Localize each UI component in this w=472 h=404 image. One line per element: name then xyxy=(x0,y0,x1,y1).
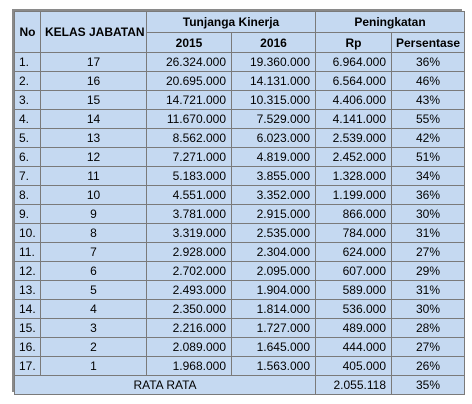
cell-tunjangan-2016: 19.360.000 xyxy=(232,53,316,72)
cell-kelas-jabatan: 7 xyxy=(41,243,147,262)
cell-no: 15. xyxy=(15,319,41,338)
cell-no: 11. xyxy=(15,243,41,262)
table-row xyxy=(15,53,465,72)
cell-peningkatan-persentase: 34% xyxy=(392,167,465,186)
cell-peningkatan-rp: 4.406.000 xyxy=(316,91,392,110)
cell-tunjangan-2016: 10.315.000 xyxy=(232,91,316,110)
table-row xyxy=(15,281,465,300)
cell-peningkatan-persentase: 31% xyxy=(392,281,465,300)
tunjangan-kinerja-table-frame xyxy=(12,9,462,392)
cell-tunjangan-2015: 8.562.000 xyxy=(147,129,232,148)
cell-peningkatan-rp: 6.964.000 xyxy=(316,53,392,72)
cell-kelas-jabatan: 6 xyxy=(41,262,147,281)
cell-kelas-jabatan: 10 xyxy=(41,186,147,205)
header-rp: Rp xyxy=(316,33,392,53)
cell-peningkatan-rp: 624.000 xyxy=(316,243,392,262)
cell-peningkatan-rp: 607.000 xyxy=(316,262,392,281)
cell-tunjangan-2016: 1.727.000 xyxy=(232,319,316,338)
cell-peningkatan-persentase: 30% xyxy=(392,300,465,319)
footer-rp: 2.055.118 xyxy=(316,376,392,395)
cell-no: 7. xyxy=(15,167,41,186)
table-row xyxy=(15,224,465,243)
cell-tunjangan-2015: 2.089.000 xyxy=(147,338,232,357)
cell-peningkatan-persentase: 27% xyxy=(392,338,465,357)
cell-tunjangan-2016: 1.814.000 xyxy=(232,300,316,319)
cell-tunjangan-2016: 7.529.000 xyxy=(232,110,316,129)
cell-peningkatan-persentase: 36% xyxy=(392,53,465,72)
cell-kelas-jabatan: 5 xyxy=(41,281,147,300)
cell-tunjangan-2016: 4.819.000 xyxy=(232,148,316,167)
cell-peningkatan-rp: 1.328.000 xyxy=(316,167,392,186)
cell-no: 1. xyxy=(15,53,41,72)
cell-peningkatan-rp: 866.000 xyxy=(316,205,392,224)
cell-tunjangan-2015: 3.781.000 xyxy=(147,205,232,224)
cell-peningkatan-persentase: 29% xyxy=(392,262,465,281)
cell-peningkatan-rp: 1.199.000 xyxy=(316,186,392,205)
cell-kelas-jabatan: 17 xyxy=(41,53,147,72)
cell-tunjangan-2016: 6.023.000 xyxy=(232,129,316,148)
cell-peningkatan-persentase: 28% xyxy=(392,319,465,338)
cell-tunjangan-2015: 1.968.000 xyxy=(147,357,232,376)
cell-tunjangan-2015: 2.350.000 xyxy=(147,300,232,319)
cell-no: 14. xyxy=(15,300,41,319)
cell-tunjangan-2016: 1.904.000 xyxy=(232,281,316,300)
table-row xyxy=(15,205,465,224)
cell-peningkatan-rp: 4.141.000 xyxy=(316,110,392,129)
table-row xyxy=(15,319,465,338)
cell-no: 2. xyxy=(15,72,41,91)
cell-kelas-jabatan: 16 xyxy=(41,72,147,91)
cell-tunjangan-2016: 2.535.000 xyxy=(232,224,316,243)
cell-no: 13. xyxy=(15,281,41,300)
cell-tunjangan-2015: 4.551.000 xyxy=(147,186,232,205)
header-peningkatan: Peningkatan xyxy=(316,12,465,33)
cell-peningkatan-rp: 589.000 xyxy=(316,281,392,300)
cell-no: 8. xyxy=(15,186,41,205)
header-2015: 2015 xyxy=(147,33,232,53)
cell-peningkatan-rp: 784.000 xyxy=(316,224,392,243)
cell-no: 16. xyxy=(15,338,41,357)
cell-no: 6. xyxy=(15,148,41,167)
cell-kelas-jabatan: 8 xyxy=(41,224,147,243)
cell-tunjangan-2015: 5.183.000 xyxy=(147,167,232,186)
header-persentase: Persentase xyxy=(392,33,465,53)
cell-kelas-jabatan: 1 xyxy=(41,357,147,376)
table-row xyxy=(15,72,465,91)
cell-peningkatan-persentase: 30% xyxy=(392,205,465,224)
table-row xyxy=(15,110,465,129)
cell-peningkatan-persentase: 51% xyxy=(392,148,465,167)
cell-tunjangan-2016: 2.095.000 xyxy=(232,262,316,281)
cell-tunjangan-2015: 2.702.000 xyxy=(147,262,232,281)
cell-tunjangan-2015: 2.493.000 xyxy=(147,281,232,300)
cell-peningkatan-persentase: 31% xyxy=(392,224,465,243)
cell-kelas-jabatan: 14 xyxy=(41,110,147,129)
cell-no: 4. xyxy=(15,110,41,129)
cell-tunjangan-2015: 2.216.000 xyxy=(147,319,232,338)
cell-no: 3. xyxy=(15,91,41,110)
cell-kelas-jabatan: 9 xyxy=(41,205,147,224)
table-row xyxy=(15,129,465,148)
cell-tunjangan-2015: 20.695.000 xyxy=(147,72,232,91)
cell-no: 12. xyxy=(15,262,41,281)
cell-tunjangan-2016: 1.563.000 xyxy=(232,357,316,376)
cell-tunjangan-2015: 3.319.000 xyxy=(147,224,232,243)
cell-kelas-jabatan: 11 xyxy=(41,167,147,186)
tunjangan-kinerja-table xyxy=(14,11,465,395)
cell-kelas-jabatan: 12 xyxy=(41,148,147,167)
cell-tunjangan-2015: 2.928.000 xyxy=(147,243,232,262)
table-row xyxy=(15,357,465,376)
cell-peningkatan-persentase: 55% xyxy=(392,110,465,129)
cell-peningkatan-persentase: 36% xyxy=(392,186,465,205)
table-row xyxy=(15,91,465,110)
cell-tunjangan-2016: 14.131.000 xyxy=(232,72,316,91)
cell-tunjangan-2016: 2.304.000 xyxy=(232,243,316,262)
cell-kelas-jabatan: 2 xyxy=(41,338,147,357)
cell-peningkatan-rp: 2.452.000 xyxy=(316,148,392,167)
footer-persentase: 35% xyxy=(392,376,465,395)
table-row xyxy=(15,167,465,186)
cell-peningkatan-persentase: 43% xyxy=(392,91,465,110)
header-tunjangan-kinerja: Tunjanga Kinerja xyxy=(147,12,316,33)
cell-tunjangan-2016: 1.645.000 xyxy=(232,338,316,357)
cell-peningkatan-persentase: 26% xyxy=(392,357,465,376)
cell-peningkatan-persentase: 27% xyxy=(392,243,465,262)
footer-row-rata-rata xyxy=(15,376,465,395)
footer-label: RATA RATA xyxy=(15,376,316,395)
cell-tunjangan-2015: 11.670.000 xyxy=(147,110,232,129)
cell-kelas-jabatan: 4 xyxy=(41,300,147,319)
cell-tunjangan-2016: 2.915.000 xyxy=(232,205,316,224)
table-row xyxy=(15,300,465,319)
cell-peningkatan-rp: 536.000 xyxy=(316,300,392,319)
cell-tunjangan-2015: 14.721.000 xyxy=(147,91,232,110)
cell-peningkatan-persentase: 46% xyxy=(392,72,465,91)
cell-tunjangan-2015: 26.324.000 xyxy=(147,53,232,72)
cell-peningkatan-rp: 444.000 xyxy=(316,338,392,357)
cell-kelas-jabatan: 15 xyxy=(41,91,147,110)
cell-no: 9. xyxy=(15,205,41,224)
cell-tunjangan-2016: 3.855.000 xyxy=(232,167,316,186)
table-row xyxy=(15,338,465,357)
cell-kelas-jabatan: 13 xyxy=(41,129,147,148)
cell-tunjangan-2016: 3.352.000 xyxy=(232,186,316,205)
table-row xyxy=(15,186,465,205)
cell-peningkatan-persentase: 42% xyxy=(392,129,465,148)
header-no: No xyxy=(15,12,41,53)
cell-peningkatan-rp: 2.539.000 xyxy=(316,129,392,148)
table-row xyxy=(15,243,465,262)
cell-no: 5. xyxy=(15,129,41,148)
header-2016: 2016 xyxy=(232,33,316,53)
table-row xyxy=(15,262,465,281)
cell-peningkatan-rp: 6.564.000 xyxy=(316,72,392,91)
cell-kelas-jabatan: 3 xyxy=(41,319,147,338)
cell-no: 17. xyxy=(15,357,41,376)
cell-peningkatan-rp: 405.000 xyxy=(316,357,392,376)
cell-peningkatan-rp: 489.000 xyxy=(316,319,392,338)
cell-tunjangan-2015: 7.271.000 xyxy=(147,148,232,167)
header-kelas-jabatan: KELAS JABATAN xyxy=(41,12,147,53)
cell-no: 10. xyxy=(15,224,41,243)
table-row xyxy=(15,148,465,167)
